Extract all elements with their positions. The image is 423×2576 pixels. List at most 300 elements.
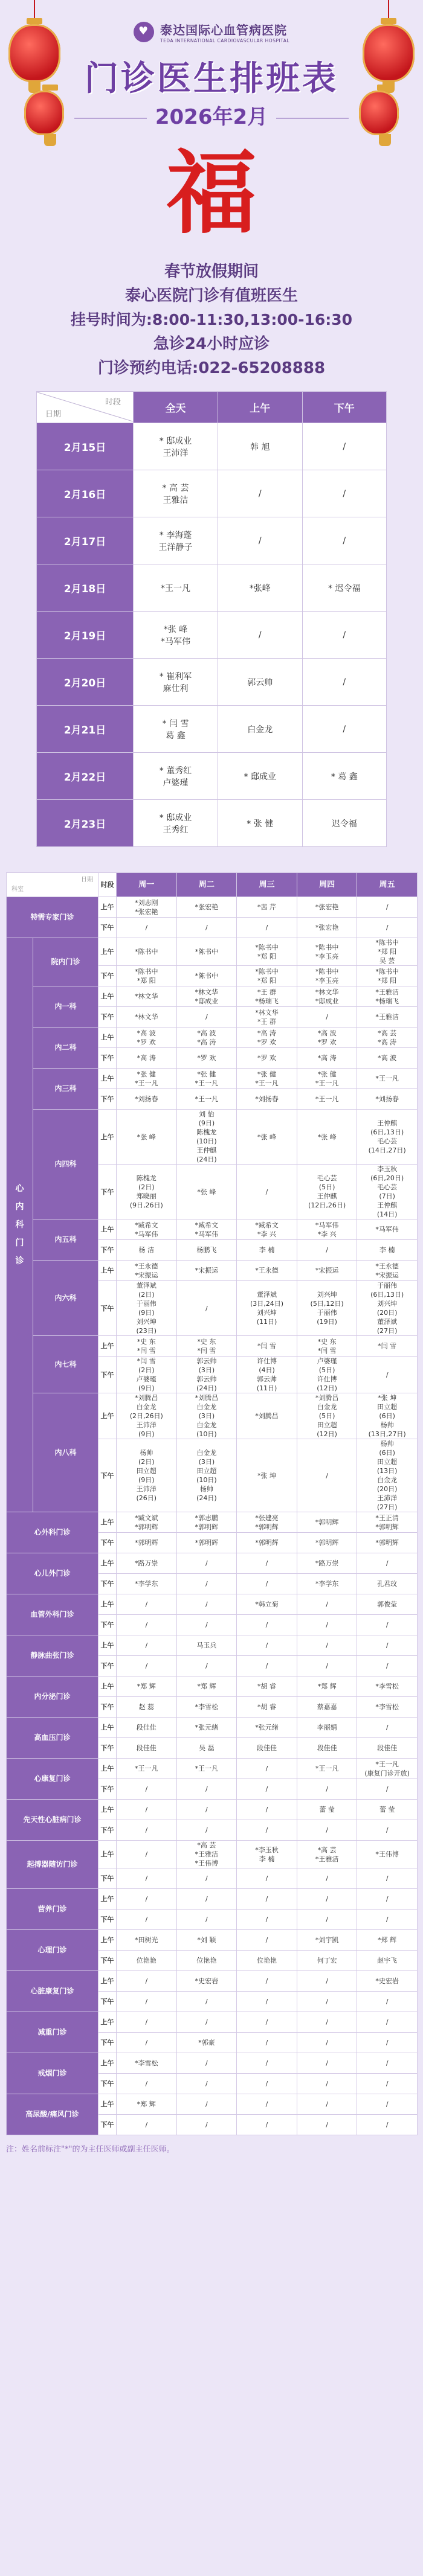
department-label: 心外科门诊	[7, 1512, 98, 1553]
doctor-cell: 蕾 莹	[297, 1800, 357, 1820]
doctor-cell: /	[357, 1992, 418, 2012]
doctor-cell: *史 东 *闫 雪	[297, 1336, 357, 1357]
table-row	[37, 659, 387, 706]
doctor-cell: /	[218, 517, 303, 564]
doctor-cell: *刘志刚 *张宏艳	[117, 897, 177, 918]
doctor-cell: /	[357, 2115, 418, 2135]
doctor-cell: *郭明辉	[176, 1533, 237, 1553]
doctor-cell: *马军伟	[357, 1219, 418, 1240]
doctor-cell: *郭明辉	[117, 1533, 177, 1553]
doctor-cell: *刘腾昌 白金龙 (5日) 田立超 (12日)	[297, 1393, 357, 1439]
hospital-name: 泰达国际心血管病医院	[160, 23, 287, 37]
table-row	[7, 1512, 418, 1533]
heart-logo-icon	[134, 22, 154, 42]
doctor-cell: 赵宇飞	[357, 1951, 418, 1971]
doctor-cell: /	[176, 2094, 237, 2115]
doctor-cell: /	[117, 1841, 177, 1868]
doctor-cell: *胡 睿	[237, 1676, 297, 1697]
weekly-schedule	[6, 872, 417, 2154]
doctor-cell: *闫 雪 (2日) 卢婆瑾 (9日)	[117, 1357, 177, 1393]
doctor-cell: *林文华 *王 群	[237, 1007, 297, 1028]
doctor-cell: *刘扬春	[237, 1089, 297, 1110]
doctor-cell: * 董秀红 卢婆瑾	[134, 753, 218, 800]
period-label: 下午	[98, 1165, 117, 1219]
doctor-cell: 吴 磊	[176, 1738, 237, 1759]
doctor-cell: /	[302, 470, 387, 517]
department-label: 减重门诊	[7, 2012, 98, 2053]
table-row	[7, 1028, 418, 1048]
doctor-cell: *张元绪	[237, 1718, 297, 1738]
period-label: 下午	[98, 2033, 117, 2053]
footnote: 注：姓名前标注"*"的为主任医师或副主任医师。	[6, 2145, 175, 2154]
period-label: 上午	[98, 1261, 117, 1281]
doctor-cell: 白金龙 (3日) 田立超 (10日) 杨帅 (24日)	[176, 1439, 237, 1512]
doctor-cell: *刘宇凯	[297, 1930, 357, 1951]
doctor-cell: /	[357, 1779, 418, 1800]
doctor-cell: *张 健 *王一凡	[117, 1069, 177, 1089]
table-row	[7, 1800, 418, 1820]
period-label: 上午	[98, 1971, 117, 1992]
table-row	[7, 1594, 418, 1615]
department-label: 内八科	[33, 1393, 98, 1512]
department-label: 心脏康复门诊	[7, 1971, 98, 2012]
doctor-cell: *张 峰 *马军伟	[134, 612, 218, 659]
doctor-cell: 段佳佳	[117, 1738, 177, 1759]
doctor-cell: *李雪松	[117, 2053, 177, 2074]
doctor-cell: *张 峰	[176, 1165, 237, 1219]
doctor-cell: 段佳佳	[117, 1718, 177, 1738]
period-label: 下午	[98, 1048, 117, 1069]
doctor-cell: *闫 雪	[237, 1336, 297, 1357]
doctor-cell: 李丽娟	[297, 1718, 357, 1738]
doctor-cell: /	[117, 2033, 177, 2053]
doctor-cell: *高 波 *罗 欢	[117, 1028, 177, 1048]
table-row	[7, 1336, 418, 1357]
doctor-cell: /	[176, 2115, 237, 2135]
period-label: 下午	[98, 1089, 117, 1110]
doctor-cell: /	[176, 1594, 237, 1615]
column-header: 周二	[176, 873, 237, 897]
doctor-cell: /	[357, 1889, 418, 1910]
doctor-cell: /	[297, 1594, 357, 1615]
doctor-cell: *刘扬春	[357, 1089, 418, 1110]
hospital-name-en: TEDA INTERNATIONAL CARDIOVASCULAR HOSPITAL	[160, 38, 290, 43]
department-label: 内六科	[33, 1261, 98, 1336]
doctor-cell: /	[357, 1553, 418, 1574]
column-header: 周四	[297, 873, 357, 897]
page-title: 门诊医生排班表	[85, 59, 338, 98]
doctor-cell: *闫 雪	[357, 1336, 418, 1357]
period-label: 下午	[98, 1697, 117, 1718]
doctor-cell: 陈槐龙 (2日) 郑晓丽 (9日,26日)	[117, 1165, 177, 1219]
doctor-cell: /	[237, 1656, 297, 1676]
table-row	[7, 1676, 418, 1697]
doctor-cell: *高 芸 *王雅洁 *王伟博	[176, 1841, 237, 1868]
period-label: 上午	[98, 1512, 117, 1533]
doctor-cell: /	[237, 2053, 297, 2074]
doctor-cell: /	[297, 1635, 357, 1656]
doctor-cell: /	[237, 1165, 297, 1219]
doctor-cell: /	[176, 1779, 237, 1800]
doctor-cell: /	[302, 423, 387, 470]
doctor-cell: *张 峰	[297, 1110, 357, 1165]
column-header: 时段	[98, 873, 117, 897]
doctor-cell: *陈书中 *李玉亮	[297, 938, 357, 966]
doctor-cell: *王正清 *郭明辉	[357, 1512, 418, 1533]
department-label: 戒烟门诊	[7, 2053, 98, 2094]
doctor-cell: *陈书中 *郑 阳 吴 芸	[357, 938, 418, 966]
weekly-schedule-table	[6, 872, 418, 2135]
doctor-cell: 孔君玟	[357, 1574, 418, 1594]
doctor-cell: /	[237, 1635, 297, 1656]
doctor-cell: *李学东	[117, 1574, 177, 1594]
date-cell: 2月20日	[37, 659, 134, 706]
doctor-cell: *李雪松	[357, 1676, 418, 1697]
column-header: 上午	[218, 392, 303, 423]
holiday-duty-table	[36, 391, 387, 847]
period-label: 上午	[98, 2094, 117, 2115]
date-cell: 2月21日	[37, 706, 134, 753]
doctor-cell: 杨帅 (2日) 田立超 (9日) 王沛洋 (26日)	[117, 1439, 177, 1512]
doctor-cell: /	[357, 2053, 418, 2074]
period-label: 上午	[98, 986, 117, 1007]
department-label: 内分泌门诊	[7, 1676, 98, 1718]
doctor-cell: /	[237, 1615, 297, 1635]
doctor-cell: *刘腾昌 白金龙 (2日,26日) 王沛洋 (9日)	[117, 1393, 177, 1439]
notice-line: 门诊预约电话:022-65208888	[97, 359, 326, 377]
doctor-cell: *王一凡	[117, 1759, 177, 1779]
doctor-cell: /	[297, 1439, 357, 1512]
doctor-cell: *林文华 *邸成业	[297, 986, 357, 1007]
doctor-cell: *王一凡	[297, 1759, 357, 1779]
doctor-cell: /	[297, 1007, 357, 1028]
table-row	[37, 800, 387, 847]
doctor-cell: *马军伟 *李 兴	[297, 1219, 357, 1240]
doctor-cell: *郑 辉	[176, 1676, 237, 1697]
doctor-cell: *史宏岩	[176, 1971, 237, 1992]
period-label: 上午	[98, 938, 117, 966]
period-label: 上午	[98, 1110, 117, 1165]
doctor-cell: *郑 辉	[117, 2094, 177, 2115]
doctor-cell: /	[117, 1800, 177, 1820]
doctor-cell: *林文华	[117, 986, 177, 1007]
poster-header	[0, 0, 423, 254]
doctor-cell: /	[237, 1992, 297, 2012]
doctor-cell: /	[357, 2094, 418, 2115]
doctor-cell: /	[176, 2053, 237, 2074]
period-label: 上午	[98, 1393, 117, 1439]
period-label: 下午	[98, 1656, 117, 1676]
doctor-cell: *高 涛 *罗 欢	[237, 1028, 297, 1048]
doctor-cell: /	[357, 918, 418, 938]
period-label: 下午	[98, 2115, 117, 2135]
notice-line: 春节放假期间	[164, 263, 259, 281]
doctor-cell: /	[237, 1779, 297, 1800]
doctor-cell: /	[117, 2115, 177, 2135]
doctor-cell: *韩立菊	[237, 1594, 297, 1615]
doctor-cell: 于丽伟 (6日,13日) 刘兴坤 (20日) 董泽斌 (27日)	[357, 1281, 418, 1336]
period-label: 下午	[98, 1281, 117, 1336]
doctor-cell: /	[357, 2012, 418, 2033]
doctor-cell: 杨鹏飞	[176, 1240, 237, 1261]
doctor-cell: 段佳佳	[237, 1738, 297, 1759]
doctor-cell: *罗 欢	[176, 1048, 237, 1069]
doctor-cell: *李雪松	[176, 1697, 237, 1718]
doctor-cell: /	[297, 2053, 357, 2074]
doctor-cell: 段佳佳	[297, 1738, 357, 1759]
doctor-cell: *郑 辉	[357, 1930, 418, 1951]
doctor-cell: *张元绪	[176, 1718, 237, 1738]
doctor-cell: /	[357, 1357, 418, 1393]
doctor-cell: 李 楠	[237, 1240, 297, 1261]
doctor-cell: *王永德 *宋振运	[117, 1261, 177, 1281]
doctor-cell: 蕾 莹	[357, 1800, 418, 1820]
table-row	[7, 1069, 418, 1089]
doctor-cell: *张建亮 *郭明辉	[237, 1512, 297, 1533]
department-label: 内二科	[33, 1028, 98, 1069]
doctor-cell: *郑 辉	[297, 1676, 357, 1697]
doctor-cell: 位艳艳	[237, 1951, 297, 1971]
doctor-cell: 郭云帅 (3日) 郭云帅 (24日)	[176, 1357, 237, 1393]
department-label: 静脉曲张门诊	[7, 1635, 98, 1676]
doctor-cell: * 邸成业	[218, 753, 303, 800]
hospital-logo	[0, 21, 423, 43]
column-header: 周一	[117, 873, 177, 897]
doctor-cell: /	[237, 2012, 297, 2033]
period-label: 上午	[98, 1930, 117, 1951]
doctor-cell: /	[297, 1779, 357, 1800]
doctor-cell: *高 波 *高 涛	[176, 1028, 237, 1048]
period-label: 上午	[98, 1553, 117, 1574]
doctor-cell: /	[117, 1889, 177, 1910]
doctor-cell: /	[297, 1910, 357, 1930]
doctor-cell: *胡 睿	[237, 1697, 297, 1718]
table-row	[7, 986, 418, 1007]
doctor-cell: *张 坤 田立超 (6日) 杨帅 (13日,27日)	[357, 1393, 418, 1439]
doctor-cell: *郭豪	[176, 2033, 237, 2053]
doctor-cell: /	[117, 1971, 177, 1992]
doctor-cell: *宋振运	[297, 1261, 357, 1281]
doctor-cell: *李雪松	[357, 1697, 418, 1718]
doctor-cell: 位艳艳	[117, 1951, 177, 1971]
table-row	[7, 2012, 418, 2033]
doctor-cell: 赵 蕊	[117, 1697, 177, 1718]
table-row	[37, 612, 387, 659]
doctor-cell: *郭志鹏 *郭明辉	[176, 1512, 237, 1533]
doctor-cell: *王永德 *宋振运	[357, 1261, 418, 1281]
doctor-cell: 何丁宏	[297, 1951, 357, 1971]
notice-line: 挂号时间为:8:00-11:30,13:00-16:30	[70, 311, 353, 328]
table-row	[37, 564, 387, 612]
department-label: 院内门诊	[33, 938, 98, 986]
department-label: 先天性心脏病门诊	[7, 1800, 98, 1841]
department-label: 心儿外门诊	[7, 1553, 98, 1594]
doctor-cell: *高 涛	[117, 1048, 177, 1069]
doctor-cell: /	[117, 1615, 177, 1635]
doctor-cell: * 崔利军 麻仕利	[134, 659, 218, 706]
period-label: 下午	[98, 1533, 117, 1553]
period-label: 上午	[98, 1028, 117, 1048]
doctor-cell: *王伟博	[357, 1841, 418, 1868]
doctor-cell: /	[357, 1635, 418, 1656]
doctor-cell: /	[176, 1889, 237, 1910]
doctor-cell: /	[237, 1820, 297, 1841]
doctor-cell: /	[117, 2074, 177, 2094]
column-header: 下午	[302, 392, 387, 423]
doctor-cell: /	[117, 1656, 177, 1676]
doctor-cell: *高 涛	[297, 1048, 357, 1069]
department-label: 内三科	[33, 1069, 98, 1110]
doctor-cell: /	[176, 1910, 237, 1930]
period-label: 上午	[98, 1635, 117, 1656]
period-label: 下午	[98, 1992, 117, 2012]
doctor-cell: /	[297, 2094, 357, 2115]
doctor-cell: /	[176, 2012, 237, 2033]
department-label: 心理门诊	[7, 1930, 98, 1971]
period-label: 上午	[98, 1336, 117, 1357]
doctor-cell: 蔡嘉嘉	[297, 1697, 357, 1718]
doctor-cell: /	[297, 2012, 357, 2033]
doctor-cell: /	[237, 2094, 297, 2115]
doctor-cell: * 李海蓬 王洋静子	[134, 517, 218, 564]
department-label: 内七科	[33, 1336, 98, 1393]
table-row	[37, 517, 387, 564]
doctor-cell: /	[357, 1615, 418, 1635]
doctor-cell: *王雅洁 *杨瑞飞	[357, 986, 418, 1007]
doctor-cell: *王一凡	[134, 564, 218, 612]
column-header: 周三	[237, 873, 297, 897]
doctor-cell: *王一凡	[176, 1089, 237, 1110]
table-row	[7, 1930, 418, 1951]
period-label: 下午	[98, 1615, 117, 1635]
table-row	[7, 938, 418, 966]
department-label: 内四科	[33, 1110, 98, 1219]
table-corner: 日期 科室	[7, 873, 98, 897]
doctor-cell: 李玉秋 (6日,20日) 毛心芸 (7日) 王仲麒 (14日)	[357, 1165, 418, 1219]
doctor-cell: *郭明辉	[357, 1533, 418, 1553]
period-label: 下午	[98, 1910, 117, 1930]
doctor-cell: *史宏岩	[357, 1971, 418, 1992]
doctor-cell: * 张 健	[218, 800, 303, 847]
doctor-cell: *陈书中 *郑 阳	[117, 966, 177, 986]
doctor-cell: /	[176, 918, 237, 938]
doctor-cell: /	[176, 1007, 237, 1028]
doctor-cell: /	[302, 659, 387, 706]
doctor-cell: /	[117, 1594, 177, 1615]
period-label: 上午	[98, 1718, 117, 1738]
doctor-cell: *田树光	[117, 1930, 177, 1951]
table-row	[7, 1553, 418, 1574]
table-row	[7, 1971, 418, 1992]
doctor-cell: /	[357, 1868, 418, 1889]
doctor-cell: *王一凡	[297, 1089, 357, 1110]
doctor-cell: 刘 怡 (9日) 陈槐龙 (10日) 王仲麒 (24日)	[176, 1110, 237, 1165]
department-label: 高血压门诊	[7, 1718, 98, 1759]
doctor-cell: 李 楠	[357, 1240, 418, 1261]
period-label: 下午	[98, 918, 117, 938]
department-label: 心康复门诊	[7, 1759, 98, 1800]
doctor-cell: *刘扬春	[117, 1089, 177, 1110]
doctor-cell: /	[237, 1553, 297, 1574]
doctor-cell: * 闫 雪 葛 鑫	[134, 706, 218, 753]
fu-character-icon: 福	[166, 140, 257, 246]
doctor-cell: *高 波	[357, 1048, 418, 1069]
doctor-cell: 王仲麒 (6日,13日) 毛心芸 (14日,27日)	[357, 1110, 418, 1165]
table-row	[7, 1718, 418, 1738]
doctor-cell: /	[176, 1615, 237, 1635]
doctor-cell: *张宏艳	[297, 918, 357, 938]
doctor-cell: *罗 欢	[237, 1048, 297, 1069]
doctor-cell: /	[237, 1971, 297, 1992]
doctor-cell: /	[237, 2115, 297, 2135]
doctor-cell: /	[117, 2012, 177, 2033]
doctor-cell: 郭俊莹	[357, 1594, 418, 1615]
table-row	[7, 2094, 418, 2115]
doctor-cell: 卢婆瑾 (5日) 许仕博 (12日)	[297, 1357, 357, 1393]
doctor-cell: /	[297, 1240, 357, 1261]
doctor-cell: /	[117, 1635, 177, 1656]
doctor-cell: /	[297, 1656, 357, 1676]
doctor-cell: /	[218, 470, 303, 517]
doctor-cell: *刘腾昌	[237, 1393, 297, 1439]
doctor-cell: *郭明辉	[297, 1512, 357, 1533]
doctor-cell: /	[176, 1800, 237, 1820]
notice-line: 急诊24小时应诊	[153, 335, 270, 353]
date-cell: 2月22日	[37, 753, 134, 800]
period-label: 下午	[98, 1574, 117, 1594]
period-label: 上午	[98, 2053, 117, 2074]
table-row	[7, 1889, 418, 1910]
doctor-cell: /	[117, 1868, 177, 1889]
doctor-cell: *臧文斌 *郭明辉	[117, 1512, 177, 1533]
doctor-cell: *路万崇	[117, 1553, 177, 1574]
doctor-cell: /	[357, 897, 418, 918]
period-label: 下午	[98, 1439, 117, 1512]
period-label: 上午	[98, 1889, 117, 1910]
doctor-cell: /	[237, 1930, 297, 1951]
doctor-cell: /	[297, 2115, 357, 2135]
table-row	[7, 1261, 418, 1281]
doctor-cell: *陈书中 *郑 阳	[237, 938, 297, 966]
doctor-cell: /	[117, 1992, 177, 2012]
doctor-cell: /	[176, 2074, 237, 2094]
doctor-cell: 刘兴坤 (5日,12日) 于丽伟 (19日)	[297, 1281, 357, 1336]
doctor-cell: /	[237, 1868, 297, 1889]
doctor-cell: /	[357, 2074, 418, 2094]
doctor-cell: /	[297, 1889, 357, 1910]
doctor-cell: *郭明辉	[297, 1533, 357, 1553]
doctor-cell: /	[237, 1800, 297, 1820]
doctor-cell: *王一凡 (康复门诊开放)	[357, 1759, 418, 1779]
doctor-cell: *刘 颖	[176, 1930, 237, 1951]
date-cell: 2月19日	[37, 612, 134, 659]
doctor-cell: *茜 芹	[237, 897, 297, 918]
period-label: 上午	[98, 897, 117, 918]
doctor-cell: /	[297, 1820, 357, 1841]
doctor-cell: *高 波 *罗 欢	[297, 1028, 357, 1048]
doctor-cell: 杨 洁	[117, 1240, 177, 1261]
holiday-notice	[0, 254, 423, 380]
doctor-cell: 董泽斌 (2日) 于丽伟 (9日) 刘兴坤 (23日)	[117, 1281, 177, 1336]
table-corner: 时段 日期	[37, 392, 134, 423]
table-row	[37, 470, 387, 517]
period-label: 下午	[98, 966, 117, 986]
group-label: 心 内 科 门 诊	[7, 938, 33, 1512]
doctor-cell: 许仕博 (4日) 郭云帅 (11日)	[237, 1357, 297, 1393]
date-cell: 2月18日	[37, 564, 134, 612]
doctor-cell: 马玉兵	[176, 1635, 237, 1656]
doctor-cell: /	[176, 1281, 237, 1336]
